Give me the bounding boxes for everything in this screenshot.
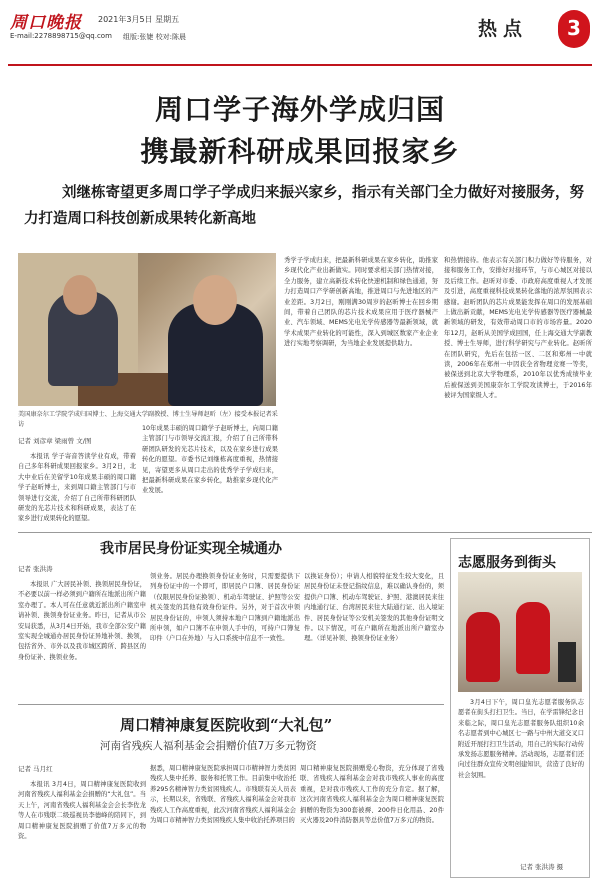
editor-credits: 组版:张婕 校对:陈晨 — [123, 33, 186, 41]
article1-column-4: 和热情接待。他表示有关部门积力做好等待服务，对接和服务工作，安排好对接环节，与市心城区对接以及后续工作。赵昕对市委、市政府高度重视人才发展及引进，高度重视科技成果转化落地的浓厚氛围表示感谢。赵昕团队的芯片成果能发挥在周口的发展基础上做出新贡献，MEMS光电光学传感器等医疗器械最新领域的研发，有效带动周口市的市场容量。2020年12月，赵昕从美国学成回国，任上海交通大学副教授、博士生导师，进行科学研究与产业转化。赵昕所在团队研究，先后在包括一区、二区和郑州一中就读，2006年在郑州一中因获全省物理竞赛一等奖，被保送到北京大学物理系，2010年以优秀成绩毕业后被保送到美国康奈尔工学院攻读博士，于2016年被评为国家级人才。 — [444, 257, 592, 400]
article3-column-1: 本报讯 3月4日，周口精神康复医院收到河南省残疾人福利基金会捐赠的“大礼包”。当天上午，河南省残疾人福利基金会会长李佐龙等人在市残联二级巡视员李德峰的陪同下，到周口精神康复医院捐赠了价值7万多元的物资。 — [18, 781, 146, 841]
article3-column-2: 据悉，周口精神康复医院承担周口市精神智力类贫困残疾人集中托养、服务和托管工作。目前集中收治托养295名精神智力类贫困残疾人。市残联有关人员表示，长期以来，省残联、省残疾人福利基金会对我市残疾人工作高度重视，此次河南省残疾人福利基金会为周口市精神智力类贫困残疾人集中收治托养项目的 — [150, 765, 296, 825]
sidebar-photo-credit: 记者 张洪涛 摄 — [520, 863, 564, 871]
section-divider-1 — [18, 532, 592, 533]
issue-date: 2021年3月5日 星期五 — [98, 15, 180, 24]
article3-column-3: 周口精神康复医院捐赠爱心物资，充分体现了省残联、省残疾人福利基金会对我市残疾人事业的高度重视，是对我市残疾人工作的充分肯定。据了解，这次河南省残疾人福利基金会为周口精神康复医院捐赠的物资为300套被褥、200件日化用品、20件灭火器及20件消防器具等总价值7万多元的物资。 — [300, 765, 444, 825]
sidebar-text: 3月4日下午，周口皇光志愿者服务队志愿者在街头打扫卫生。当日，在学雷锋纪念日来临之际，周口皇光志愿者服务队组织10余名志愿者到中心城区七一路与中州大道交叉口附近开展打扫卫生活动，用自己的实际行动传承发扬志愿服务精神。活动现场，志愿者们还向过往群众宣传文明创建知识，营造了良好的社会氛围。 — [458, 699, 584, 779]
headline-line-2: 携最新科研成果回报家乡 — [140, 135, 460, 168]
article3-subtitle: 河南省残疾人福利基金会捐赠价值7万多元物资 — [100, 740, 317, 752]
photo-caption: 美国康奈尔工学院学成归国博士、上海交通大学副教授、博士生导师赵昕（左）接受本报记者采访 — [18, 411, 278, 428]
photo-bystander — [558, 642, 576, 682]
article2-column-1: 本报讯 广大居民补领、换领居民身份证，不必要以前一样必须到户籍所在地派出所户籍室办理了。本人可在任意就近派出所户籍室申请补领、换领身份证业务。昨日，记者从市公安局获悉，从3月4日开始，我市全部公安户籍室实现全城通办居民身份证异地补领、换领，包括省外、市外以及我市城区跨所、跨县区的身份证补、换领业务。 — [18, 581, 146, 661]
article2-byline: 记者 张洪涛 — [18, 565, 53, 573]
newspaper-logo: 周口晚报 — [10, 13, 82, 33]
volunteer-photo — [458, 572, 582, 692]
section-title: 热点 — [478, 18, 529, 40]
article1-column-2: 10年成果丰硕的周口籍学子赵昕博士，向周口籍主管部门与市领导交流汇报，介绍了自己所带科研团队研发的光芯片技术，以及在家乡进行成果转化的愿望。市委书记刘继栋高度重视，热情接见，寄望更多从周口走出的优秀学子学成归来，把最新科研成果在家乡转化，助推家乡现代化产业发展。 — [142, 425, 278, 495]
article1-byline: 记者 刘彦章 梁雨曾 文/图 — [18, 437, 92, 445]
article-subhead: 刘继栋寄望更多周口学子学成归来振兴家乡，指示有关部门全力做好对接服务，努力打造周口科技创新成果转化新高地 — [24, 185, 584, 227]
page-number-badge: 3 — [558, 10, 590, 48]
photo-volunteer-right — [516, 602, 550, 674]
masthead — [8, 4, 592, 66]
article2-title: 我市居民身份证实现全城通办 — [100, 541, 282, 557]
article3-byline: 记者 马月红 — [18, 765, 53, 773]
article2-column-2: 领业务。居民办理换领身份证业务时，只需要提供下列身份证中的一个即可，即居民户口簿、居民身份证（仅限居民身份证换领）、机动车驾驶证、护照等公安机关签发的其他有效身份证件。另外，对于首次申领居民身份证的，申领人须持本地户口簿到户籍地派出所申领，如户口簿不在申领人手中的，可持户口簿复印件（户口在外地）与入口系统中信息不一致性。 — [150, 573, 300, 643]
article1-column-3: 秀学子学成归来，把最新科研成果在家乡转化，助推家乡现代化产业出新做实。同时要求相关部门热情对接，全力服务，建立高新技术转化快速机制和绿色通道，努力打造周口产学研创新高地，推进周口与先进地区的产业差距。3月2日，刚刚满30周岁的赵昕博士在回乡期间，带着自己团队的芯片技术成果应用于医疗器械产业、汽车领域、MEMS光电光学传感器等最新领域，就学术成果产业转化的可能性，深入到城区数家产业企业进行实地考察调研，为当地企业发展提供助力。 — [284, 257, 438, 348]
article3-title: 周口精神康复医院收到“大礼包” — [120, 716, 333, 734]
section-divider-2 — [18, 704, 444, 705]
masthead-divider — [8, 64, 592, 66]
interview-photo — [18, 253, 276, 406]
photo-head-left — [63, 275, 97, 315]
sidebar-title: 志愿服务到街头 — [458, 555, 556, 571]
photo-volunteer-left — [466, 612, 500, 682]
contact-email: E-mail:2278898715@qq.com — [10, 32, 112, 40]
headline-line-1: 周口学子海外学成归国 — [154, 93, 445, 126]
photo-head-right — [193, 275, 237, 325]
article2-column-3: 以换证身份）；申请人相貌特征发生较大变化，且居民身份证未登记指纹信息，难以确认身份的，须提供户口簿、机动车驾驶证、护照、港澳居民来往内地通行证、台湾居民来往大陆通行证、出入境证件、居民身份证等公安机关签发的其他身份证明文件。以下情况，可在户籍所在地派出所户籍室办理。（详见补领、换领身份证业务） — [304, 573, 444, 643]
article1-column-1: 本报讯 学子寄音答读学业有成，带着自己多年科研成果回报家乡。3月2日，北大中业后在美留学10年成果丰硕的周口籍学子赵昕博士，来到周口籍主管部门与市领导进行交流，介绍了自己所带科研团队研发的光芯片技术和科研成果，表达了在家乡进行成果转化的愿望。 — [18, 453, 136, 523]
